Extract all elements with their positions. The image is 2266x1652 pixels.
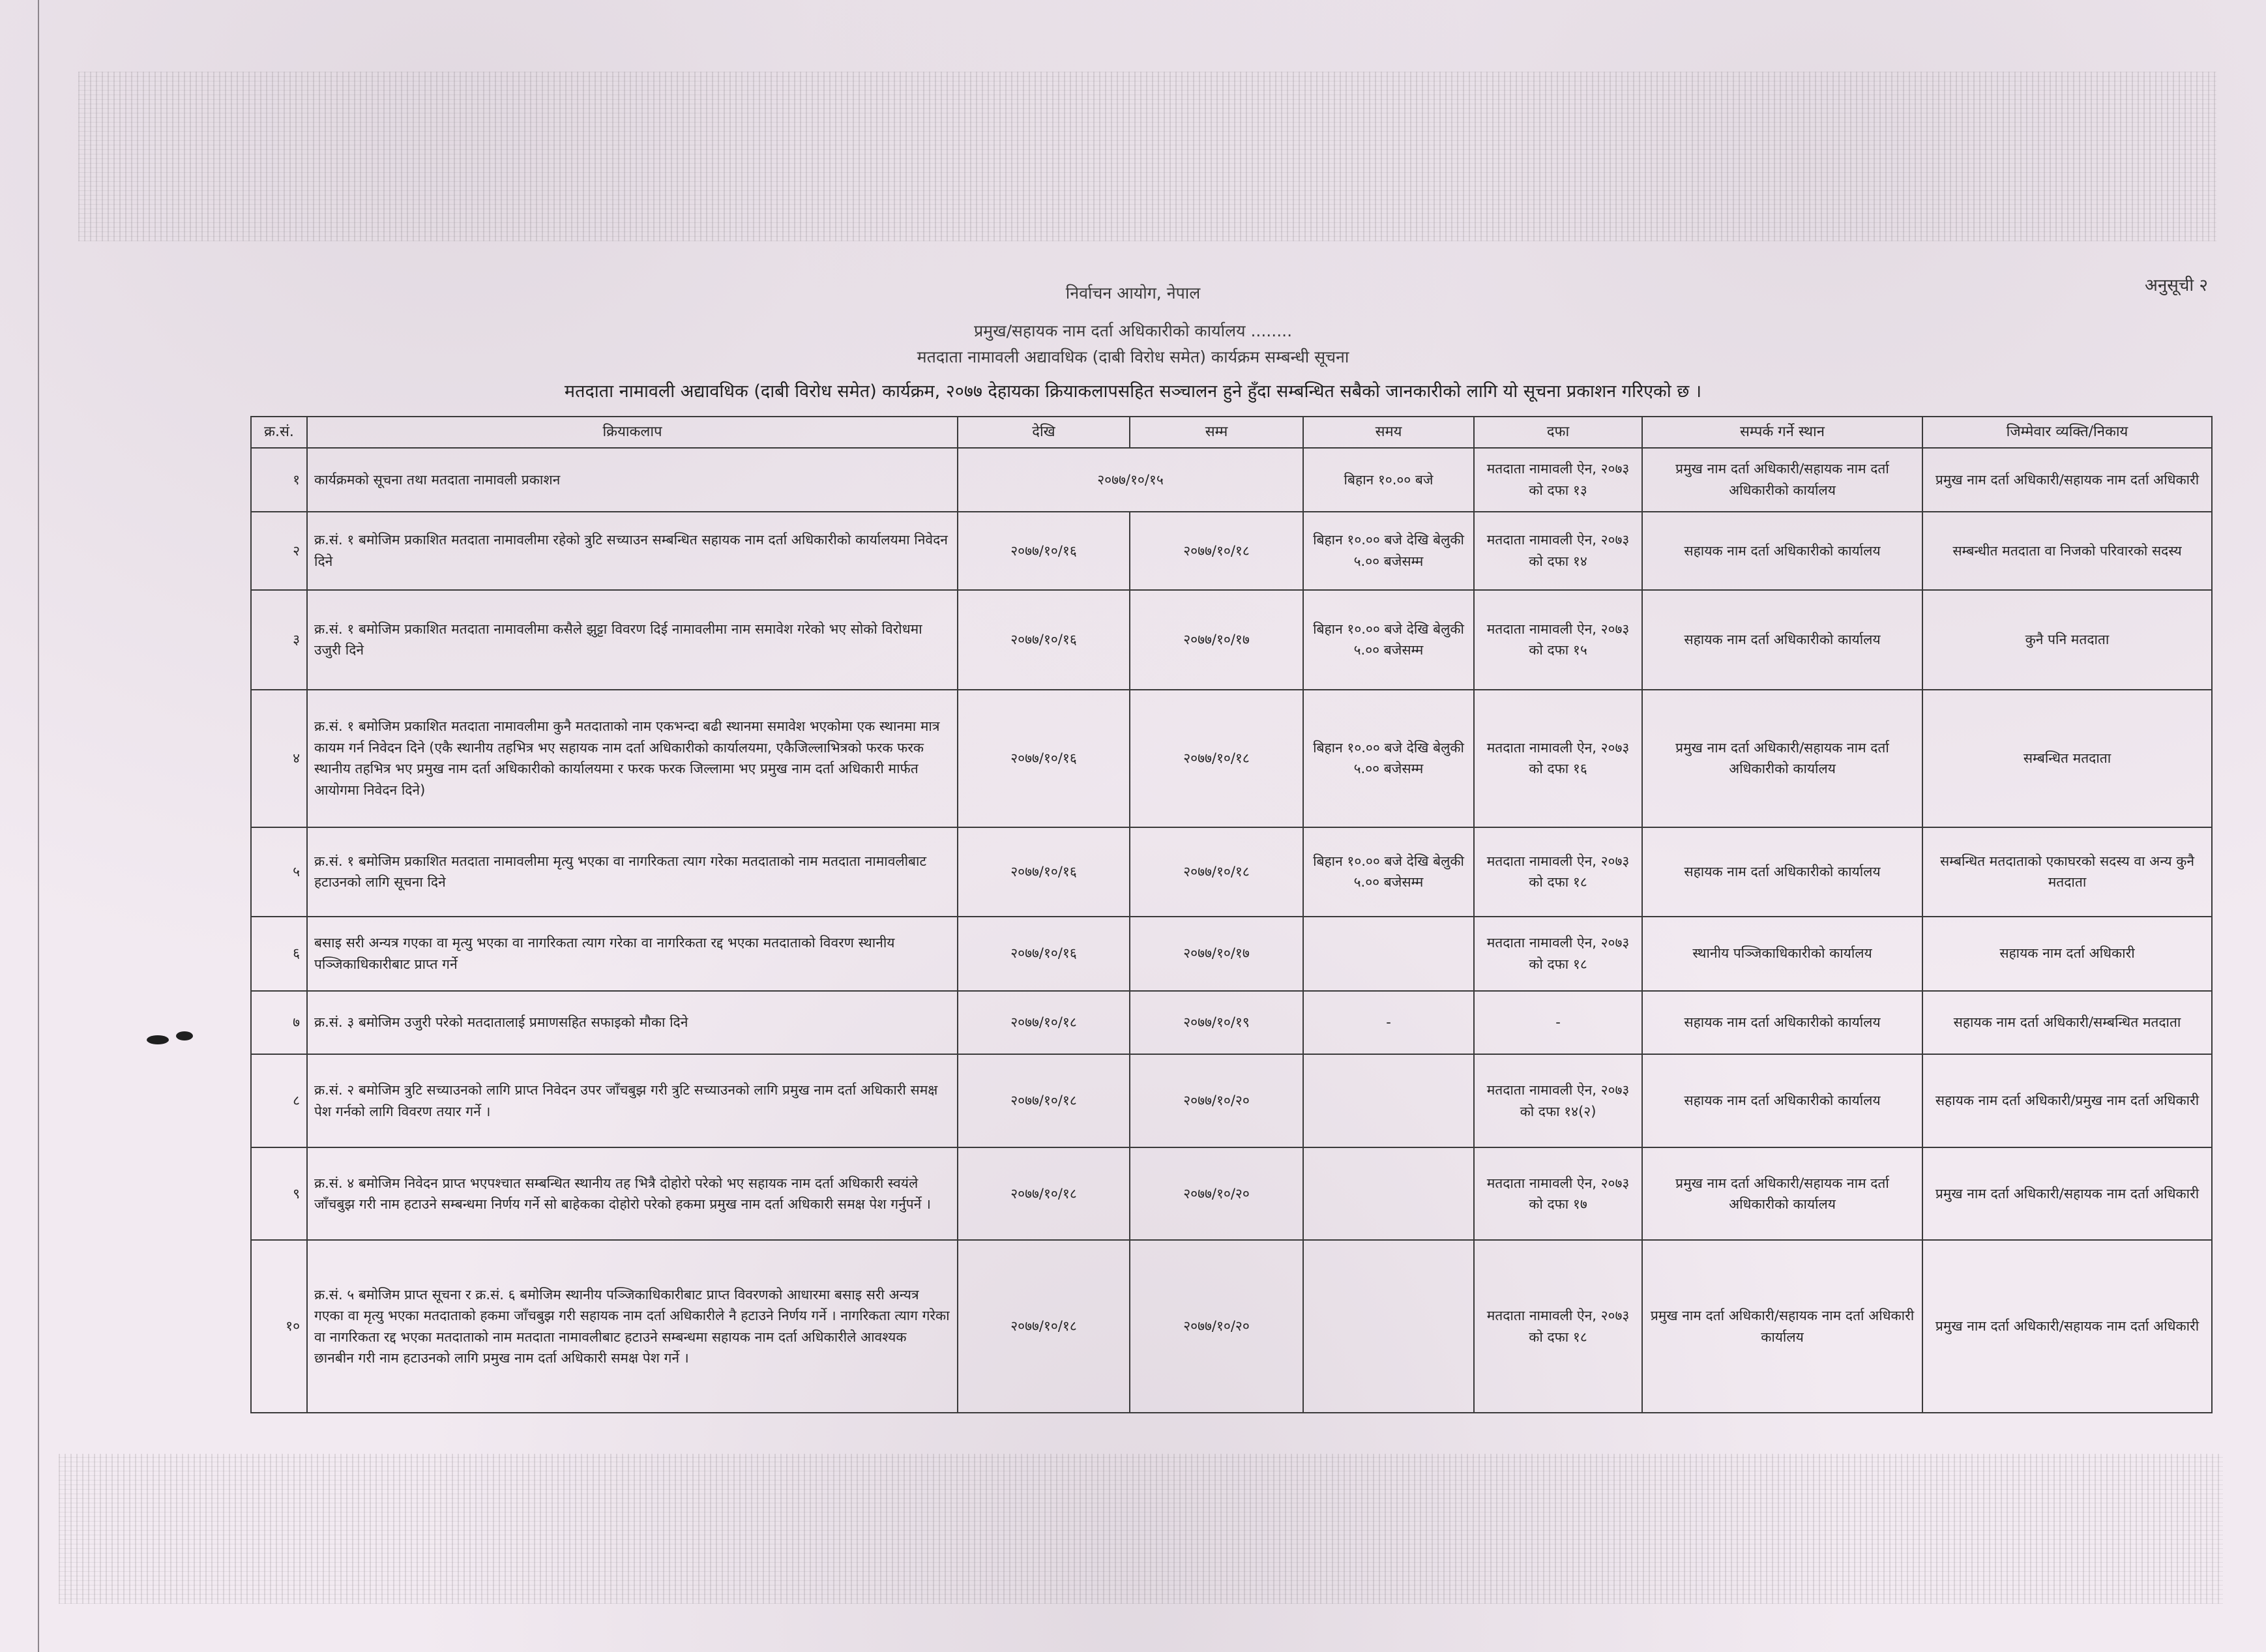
cell-activity: क्र.सं. २ बमोजिम त्रुटि सच्याउनको लागि प्राप्त निवेदन उपर जाँचबुझ गरी त्रुटि सच्याउनको लागि प्रमुख नाम दर्ता अधिकारी समक्ष पेश गर्नको लागि विवरण तयार गर्ने ।	[307, 1054, 958, 1147]
cell-from-date: २०७७/१०/१८	[958, 1147, 1130, 1240]
cell-sn: ७	[251, 991, 307, 1055]
col-header-section: दफा	[1474, 417, 1642, 448]
col-header-sn: क्र.सं.	[251, 417, 307, 448]
cell-time	[1303, 1054, 1474, 1147]
cell-to-date: २०७७/१०/१८	[1130, 512, 1303, 590]
cell-section: मतदाता नामावली ऐन, २०७३ को दफा १६	[1474, 690, 1642, 828]
cell-contact: प्रमुख नाम दर्ता अधिकारी/सहायक नाम दर्ता अधिकारी कार्यालय	[1642, 1240, 1922, 1413]
cell-from-date: २०७७/१०/१६	[958, 827, 1130, 916]
cell-from-date: २०७७/१०/१८	[958, 1054, 1130, 1147]
cell-responsible: सहायक नाम दर्ता अधिकारी/सम्बन्धित मतदाता	[1922, 991, 2212, 1055]
cell-to-date: २०७७/१०/१७	[1130, 590, 1303, 690]
cell-activity: बसाइ सरी अन्यत्र गएका वा मृत्यु भएका वा नागरिकता त्याग गरेका वा नागरिकता रद्द भएका मतदाताको विवरण स्थानीय पञ्जिकाधिकारीबाट प्राप्त गर्ने	[307, 917, 958, 991]
table-row	[251, 690, 2212, 828]
cell-time	[1303, 1240, 1474, 1413]
cell-to-date: २०७७/१०/२०	[1130, 1147, 1303, 1240]
scan-noise-top	[78, 72, 2216, 241]
header-commission: निर्वाचन आयोग, नेपाल	[1065, 284, 1201, 302]
ink-smudge	[176, 1031, 193, 1040]
cell-activity: क्र.सं. १ बमोजिम प्रकाशित मतदाता नामावलीमा कुनै मतदाताको नाम एकभन्दा बढी स्थानमा समावेश भएकोमा एक स्थानमा मात्र कायम गर्न निवेदन दिने (एकै स्थानीय तहभित्र भए सहायक नाम दर्ता अधिकारीको कार्यालयमा, एकैजिल्लाभित्रको फरक फरक स्थानीय तहभित्र भए प्रमुख नाम दर्ता अधिकारीको कार्यालयमा र फरक फरक जिल्लामा भए प्रमुख नाम दर्ता अधिकारी मार्फत आयोगमा निवेदन दिने)	[307, 690, 958, 828]
ink-smudge	[147, 1035, 169, 1044]
table-row	[251, 917, 2212, 991]
cell-from-date: २०७७/१०/१५	[958, 448, 1303, 512]
cell-from-date: २०७७/१०/१६	[958, 917, 1130, 991]
cell-responsible: सम्बन्धीत मतदाता वा निजको परिवारको सदस्य	[1922, 512, 2212, 590]
cell-section: मतदाता नामावली ऐन, २०७३ को दफा १५	[1474, 590, 1642, 690]
header-notice-text: मतदाता नामावली अद्यावधिक (दाबी विरोध समेत) कार्यक्रम, २०७७ देहायका क्रियाकलापसहित सञ्चालन हुने हुँदा सम्बन्धित सबैको जानकारीको लागि यो सूचना प्रकाशन गरिएको छ ।	[564, 381, 1702, 402]
table-row	[251, 1054, 2212, 1147]
cell-to-date: २०७७/१०/१८	[1130, 690, 1303, 828]
cell-contact: स्थानीय पञ्जिकाधिकारीको कार्यालय	[1642, 917, 1922, 991]
cell-from-date: २०७७/१०/१८	[958, 1240, 1130, 1413]
cell-contact: सहायक नाम दर्ता अधिकारीको कार्यालय	[1642, 1054, 1922, 1147]
cell-to-date: २०७७/१०/१७	[1130, 917, 1303, 991]
cell-time	[1303, 1147, 1474, 1240]
cell-section: मतदाता नामावली ऐन, २०७३ को दफा १३	[1474, 448, 1642, 512]
cell-responsible: प्रमुख नाम दर्ता अधिकारी/सहायक नाम दर्ता अधिकारी	[1922, 1240, 2212, 1413]
table-row	[251, 1240, 2212, 1413]
page-edge-line	[38, 0, 39, 1652]
cell-sn: ८	[251, 1054, 307, 1147]
cell-from-date: २०७७/१०/१६	[958, 590, 1130, 690]
schedule-table	[250, 416, 2213, 1413]
cell-contact: सहायक नाम दर्ता अधिकारीको कार्यालय	[1642, 590, 1922, 690]
cell-from-date: २०७७/१०/१६	[958, 690, 1130, 828]
cell-time: बिहान १०.०० बजे देखि बेलुकी ५.०० बजेसम्म	[1303, 590, 1474, 690]
cell-contact: सहायक नाम दर्ता अधिकारीको कार्यालय	[1642, 827, 1922, 916]
cell-from-date: २०७७/१०/१८	[958, 991, 1130, 1055]
cell-responsible: प्रमुख नाम दर्ता अधिकारी/सहायक नाम दर्ता अधिकारी	[1922, 448, 2212, 512]
table-row	[251, 827, 2212, 916]
cell-time: बिहान १०.०० बजे	[1303, 448, 1474, 512]
col-header-time: समय	[1303, 417, 1474, 448]
col-header-activity: क्रियाकलाप	[307, 417, 958, 448]
cell-to-date: २०७७/१०/१९	[1130, 991, 1303, 1055]
cell-time: बिहान १०.०० बजे देखि बेलुकी ५.०० बजेसम्म	[1303, 512, 1474, 590]
table-row	[251, 1147, 2212, 1240]
col-header-from: देखि	[958, 417, 1130, 448]
table-row	[251, 448, 2212, 512]
cell-activity: क्र.सं. ४ बमोजिम निवेदन प्राप्त भएपश्चात सम्बन्धित स्थानीय तह भित्रै दोहोरो परेको भए सहायक नाम दर्ता अधिकारी स्वयंले जाँचबुझ गरी नाम हटाउने सम्बन्धमा निर्णय गर्ने सो बाहेकका दोहोरो परेको हकमा प्रमुख नाम दर्ता अधिकारी समक्ष पेश गर्नुपर्ने ।	[307, 1147, 958, 1240]
cell-time	[1303, 917, 1474, 991]
cell-section: मतदाता नामावली ऐन, २०७३ को दफा १८	[1474, 1240, 1642, 1413]
cell-sn: २	[251, 512, 307, 590]
cell-sn: ५	[251, 827, 307, 916]
cell-responsible: सम्बन्धित मतदाता	[1922, 690, 2212, 828]
cell-time: -	[1303, 991, 1474, 1055]
cell-section: मतदाता नामावली ऐन, २०७३ को दफा १४(२)	[1474, 1054, 1642, 1147]
cell-activity: क्र.सं. १ बमोजिम प्रकाशित मतदाता नामावलीमा मृत्यु भएका वा नागरिकता त्याग गरेका मतदाताको नाम मतदाता नामावलीबाट हटाउनको लागि सूचना दिने	[307, 827, 958, 916]
cell-contact: सहायक नाम दर्ता अधिकारीको कार्यालय	[1642, 512, 1922, 590]
table-row	[251, 991, 2212, 1055]
table-row	[251, 512, 2212, 590]
header-notice-title: मतदाता नामावली अद्यावधिक (दाबी विरोध समेत) कार्यक्रम सम्बन्धी सूचना	[917, 347, 1349, 366]
cell-activity: क्र.सं. १ बमोजिम प्रकाशित मतदाता नामावलीमा रहेको त्रुटि सच्याउन सम्बन्धित सहायक नाम दर्ता अधिकारीको कार्यालयमा निवेदन दिने	[307, 512, 958, 590]
cell-sn: ४	[251, 690, 307, 828]
annex-label: अनुसूची २	[2145, 276, 2208, 295]
cell-responsible: सहायक नाम दर्ता अधिकारी	[1922, 917, 2212, 991]
col-header-to: सम्म	[1130, 417, 1303, 448]
cell-contact: प्रमुख नाम दर्ता अधिकारी/सहायक नाम दर्ता अधिकारीको कार्यालय	[1642, 1147, 1922, 1240]
table-row	[251, 590, 2212, 690]
cell-responsible: सहायक नाम दर्ता अधिकारी/प्रमुख नाम दर्ता अधिकारी	[1922, 1054, 2212, 1147]
cell-from-date: २०७७/१०/१६	[958, 512, 1130, 590]
cell-activity: क्र.सं. ३ बमोजिम उजुरी परेको मतदातालाई प्रमाणसहित सफाइको मौका दिने	[307, 991, 958, 1055]
col-header-responsible: जिम्मेवार व्यक्ति/निकाय	[1922, 417, 2212, 448]
cell-contact: प्रमुख नाम दर्ता अधिकारी/सहायक नाम दर्ता अधिकारीको कार्यालय	[1642, 690, 1922, 828]
table-header-row	[251, 417, 2212, 448]
cell-activity: कार्यक्रमको सूचना तथा मतदाता नामावली प्रकाशन	[307, 448, 958, 512]
cell-contact: सहायक नाम दर्ता अधिकारीको कार्यालय	[1642, 991, 1922, 1055]
cell-sn: ३	[251, 590, 307, 690]
header-office: प्रमुख/सहायक नाम दर्ता अधिकारीको कार्यालय ........	[973, 321, 1293, 340]
cell-section: मतदाता नामावली ऐन, २०७३ को दफा १८	[1474, 827, 1642, 916]
cell-section: मतदाता नामावली ऐन, २०७३ को दफा १७	[1474, 1147, 1642, 1240]
cell-sn: ९	[251, 1147, 307, 1240]
cell-to-date: २०७७/१०/२०	[1130, 1054, 1303, 1147]
cell-responsible: सम्बन्धित मतदाताको एकाघरको सदस्य वा अन्य कुनै मतदाता	[1922, 827, 2212, 916]
cell-contact: प्रमुख नाम दर्ता अधिकारी/सहायक नाम दर्ता अधिकारीको कार्यालय	[1642, 448, 1922, 512]
cell-section: -	[1474, 991, 1642, 1055]
cell-sn: १	[251, 448, 307, 512]
cell-activity: क्र.सं. ५ बमोजिम प्राप्त सूचना र क्र.सं. ६ बमोजिम स्थानीय पञ्जिकाधिकारीबाट प्राप्त विवरणको आधारमा बसाइ सरी अन्यत्र गएका वा मृत्यु भएका मतदाताको हकमा जाँचबुझ गरी सहायक नाम दर्ता अधिकारीले नै हटाउने निर्णय गर्ने । नागरिकता त्याग गरेका वा नागरिकता रद्द भएका मतदाताको नाम मतदाता नामावलीबाट हटाउने सम्बन्धमा सहायक नाम दर्ता अधिकारीले आवश्यक छानबीन गरी नाम हटाउनको लागि प्रमुख नाम दर्ता अधिकारी समक्ष पेश गर्ने ।	[307, 1240, 958, 1413]
cell-section: मतदाता नामावली ऐन, २०७३ को दफा १४	[1474, 512, 1642, 590]
scan-noise-bottom	[59, 1454, 2223, 1604]
cell-time: बिहान १०.०० बजे देखि बेलुकी ५.०० बजेसम्म	[1303, 690, 1474, 828]
cell-time: बिहान १०.०० बजे देखि बेलुकी ५.०० बजेसम्म	[1303, 827, 1474, 916]
cell-activity: क्र.सं. १ बमोजिम प्रकाशित मतदाता नामावलीमा कसैले झुट्टा विवरण दिई नामावलीमा नाम समावेश गरेको भए सोको विरोधमा उजुरी दिने	[307, 590, 958, 690]
cell-to-date: २०७७/१०/२०	[1130, 1240, 1303, 1413]
cell-sn: ६	[251, 917, 307, 991]
col-header-contact: सम्पर्क गर्ने स्थान	[1642, 417, 1922, 448]
cell-responsible: कुनै पनि मतदाता	[1922, 590, 2212, 690]
cell-sn: १०	[251, 1240, 307, 1413]
cell-section: मतदाता नामावली ऐन, २०७३ को दफा १८	[1474, 917, 1642, 991]
cell-to-date: २०७७/१०/१८	[1130, 827, 1303, 916]
cell-responsible: प्रमुख नाम दर्ता अधिकारी/सहायक नाम दर्ता अधिकारी	[1922, 1147, 2212, 1240]
